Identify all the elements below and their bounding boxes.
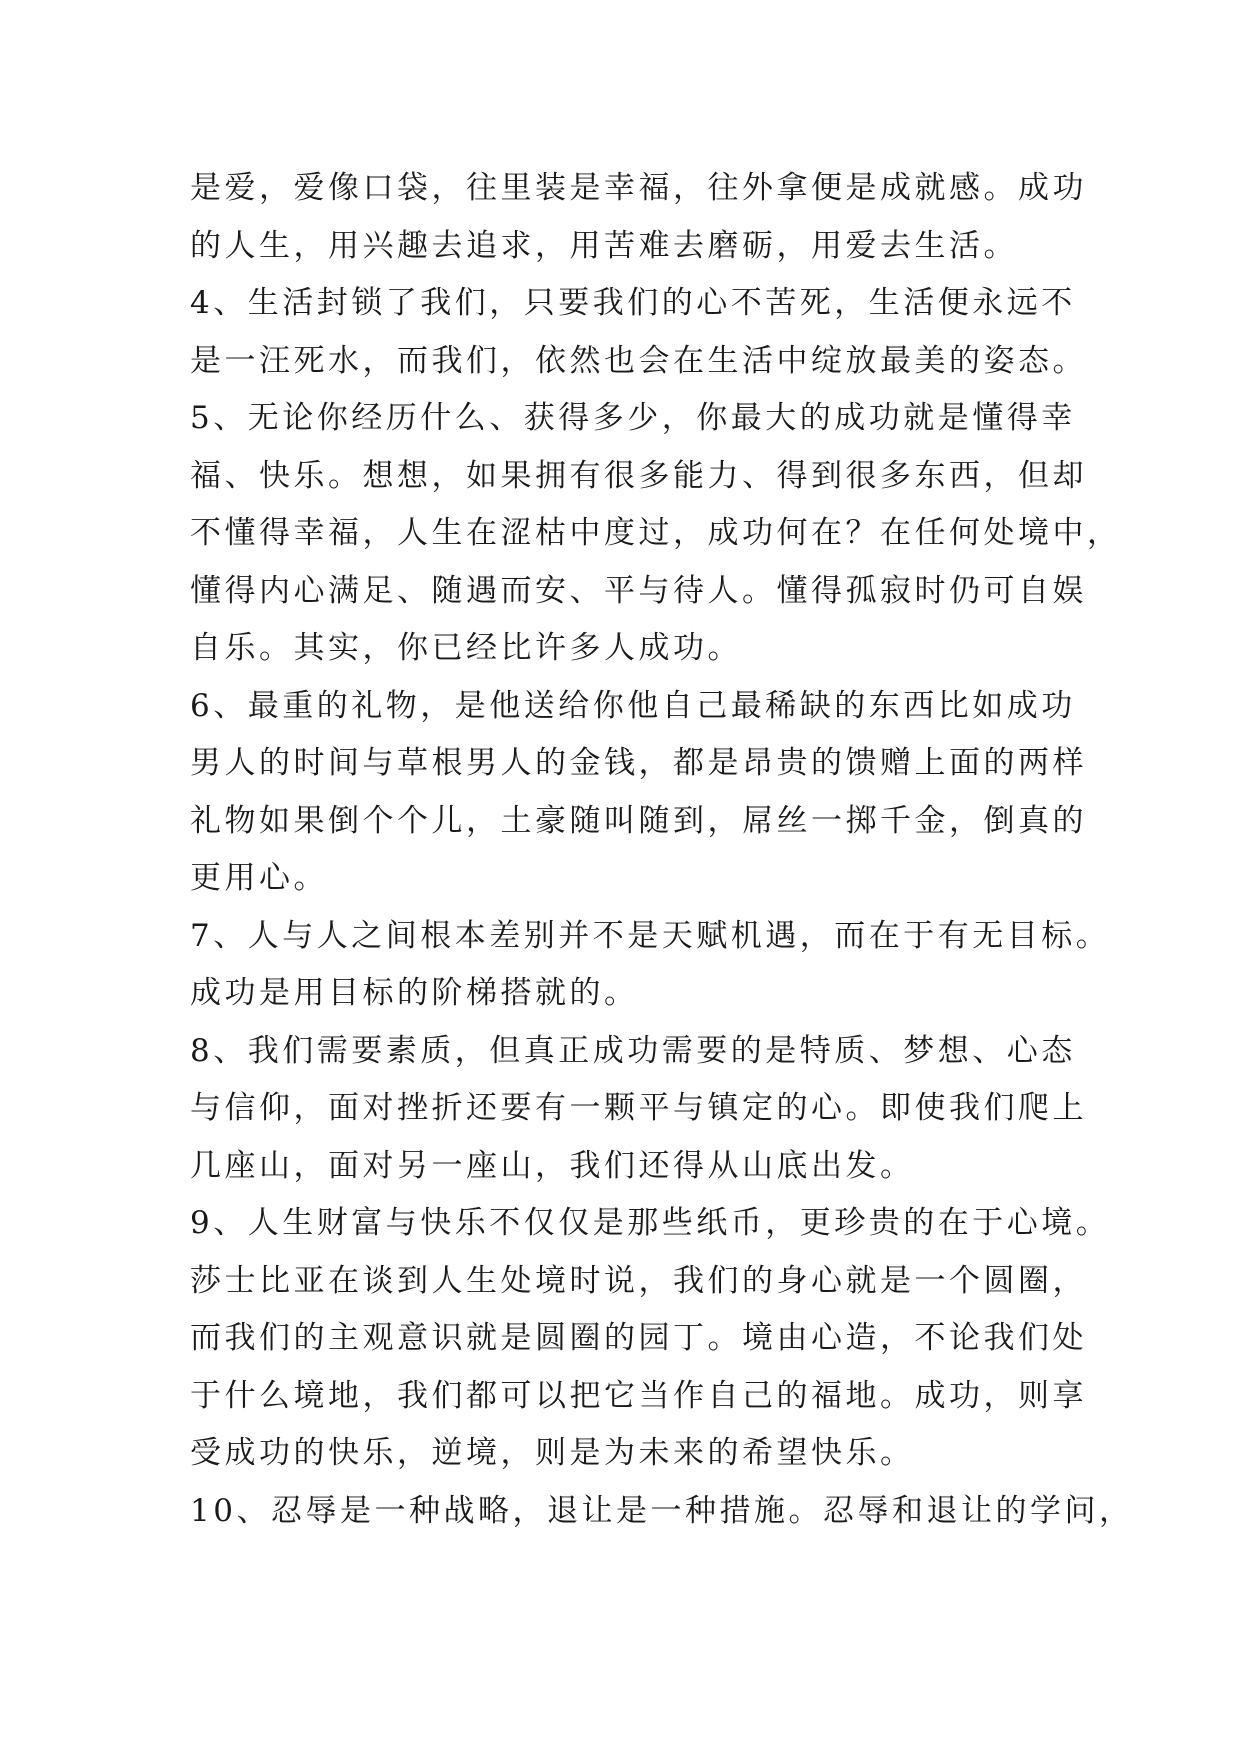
text-line: 7、人与人之间根本差别并不是天赋机遇，而在于有无目标。 — [190, 917, 1111, 954]
text-line: 于什么境地，我们都可以把它当作自己的福地。成功，则享 — [190, 1377, 1087, 1414]
text-line: 的人生，用兴趣去追求，用苦难去磨砺，用爱去生活。 — [190, 227, 1018, 264]
text-line: 8、我们需要素质，但真正成功需要的是特质、梦想、心态 — [190, 1032, 1076, 1069]
text-line: 9、人生财富与快乐不仅仅是那些纸币，更珍贵的在于心境。 — [190, 1205, 1111, 1241]
text-line: 懂得内心满足、随遇而安、平与待人。懂得孤寂时仍可自娱 — [190, 572, 1087, 609]
text-line: 4、生活封锁了我们，只要我们的心不苦死，生活便永远不 — [190, 285, 1076, 321]
text-line: 是爱，爱像口袋，往里装是幸福，往外拿便是成就感。成功 — [190, 170, 1087, 206]
text-line: 礼物如果倒个个儿，土豪随叫随到，屌丝一掷千金，倒真的 — [190, 802, 1087, 839]
text-line: 5、无论你经历什么、获得多少，你最大的成功就是懂得幸 — [190, 400, 1076, 436]
text-line: 莎士比亚在谈到人生处境时说，我们的身心就是一个圆圈， — [190, 1262, 1087, 1299]
text-line: 福、快乐。想想，如果拥有很多能力、得到很多东西，但却 — [190, 457, 1087, 494]
text-line: 成功是用目标的阶梯搭就的。 — [190, 975, 639, 1011]
document-body — [190, 160, 1134, 1540]
text-line: 更用心。 — [190, 860, 328, 896]
text-line: 10、忍辱是一种战略，退让是一种措施。忍辱和退让的学问， — [190, 1492, 1134, 1529]
text-line: 几座山，面对另一座山，我们还得从山底出发。 — [190, 1147, 915, 1184]
text-line: 是一汪死水，而我们，依然也会在生活中绽放最美的姿态。 — [190, 342, 1087, 379]
text-line: 与信仰，面对挫折还要有一颗平与镇定的心。即使我们爬上 — [190, 1090, 1087, 1126]
text-line: 6、最重的礼物，是他送给你他自己最稀缺的东西比如成功 — [190, 687, 1076, 724]
text-line: 不懂得幸福，人生在涩枯中度过，成功何在？在任何处境中， — [190, 515, 1122, 551]
text-line: 而我们的主观意识就是圆圈的园丁。境由心造，不论我们处 — [190, 1320, 1087, 1356]
text-line: 自乐。其实，你已经比许多人成功。 — [190, 630, 742, 666]
text-line: 男人的时间与草根男人的金钱，都是昂贵的馈赠上面的两样 — [190, 745, 1087, 781]
text-line: 受成功的快乐，逆境，则是为未来的希望快乐。 — [190, 1435, 915, 1471]
